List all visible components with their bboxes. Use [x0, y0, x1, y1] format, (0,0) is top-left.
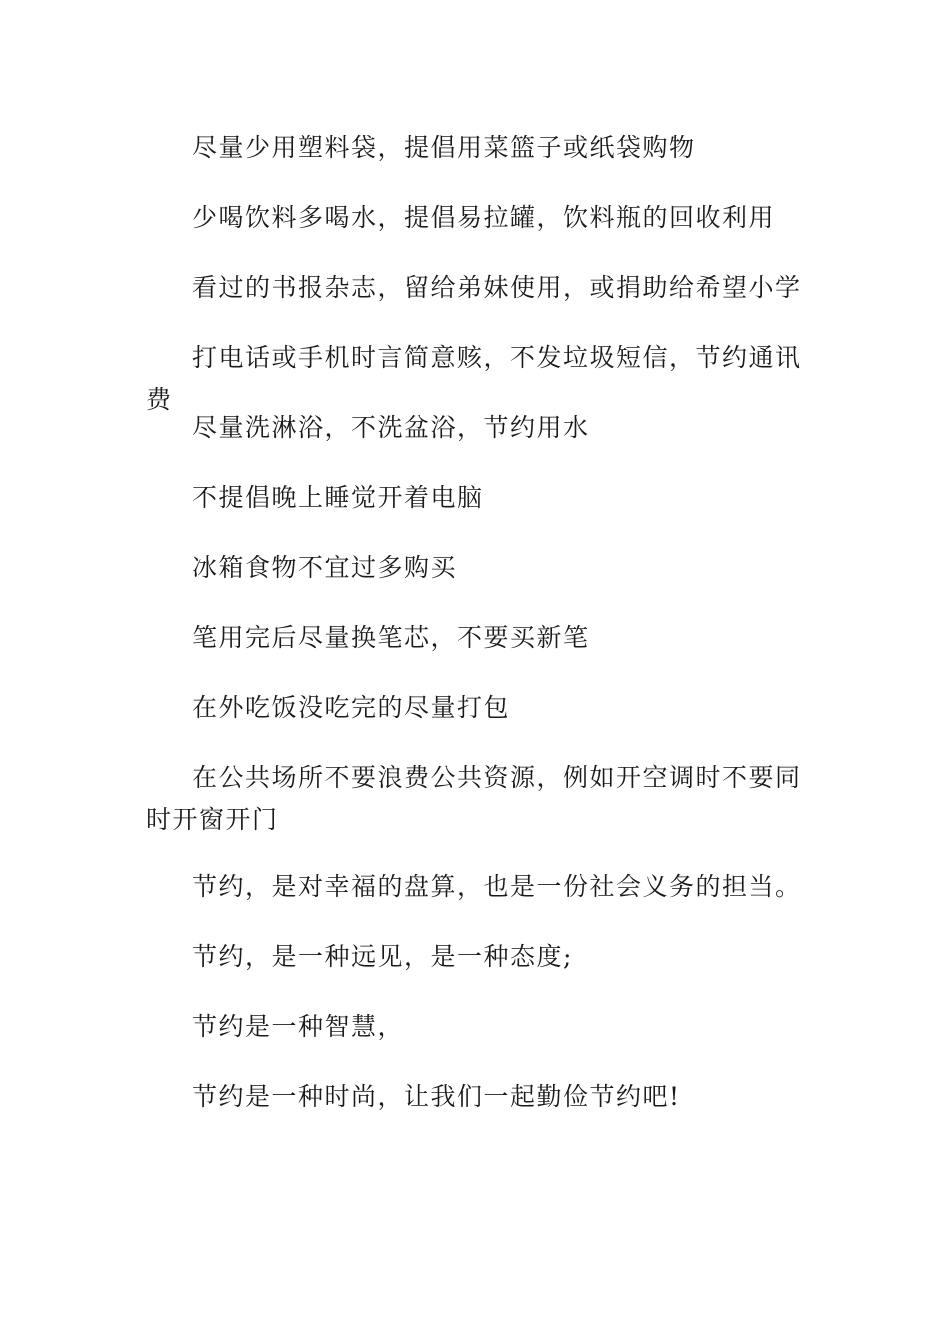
paragraph-drinks-recycling: 少喝饮料多喝水，提倡易拉罐，饮料瓶的回收利用: [192, 203, 776, 232]
paragraph-computer-night: 不提倡晚上睡觉开着电脑: [192, 483, 484, 512]
paragraph-wisdom: 节约是一种智慧，: [192, 1012, 405, 1041]
paragraph-shower: 尽量洗淋浴，不洗盆浴，节约用水: [192, 413, 590, 442]
paragraph-fashion: 节约是一种时尚，让我们一起勤俭节约吧!: [192, 1082, 681, 1111]
paragraph-public-resources: 在公共场所不要浪费公共资源，例如开空调时不要同时开窗开门: [146, 763, 802, 834]
paragraph-happiness: 节约，是对幸福的盘算，也是一份社会义务的担当。: [192, 872, 802, 901]
paragraph-fridge-food: 冰箱食物不宜过多购买: [192, 553, 458, 582]
paragraph-books-donation: 看过的书报杂志，留给弟妹使用，或捐助给希望小学: [192, 273, 802, 302]
paragraph-phone-calls: 打电话或手机时言简意赅，不发垃圾短信，节约通讯费: [146, 343, 802, 414]
paragraph-vision: 节约，是一种远见，是一种态度;: [192, 942, 573, 971]
paragraph-plastic-bags: 尽量少用塑料袋，提倡用菜篮子或纸袋购物: [192, 133, 696, 162]
paragraph-takeaway: 在外吃饭没吃完的尽量打包: [192, 693, 511, 722]
paragraph-pen-refill: 笔用完后尽量换笔芯，不要买新笔: [192, 623, 590, 652]
